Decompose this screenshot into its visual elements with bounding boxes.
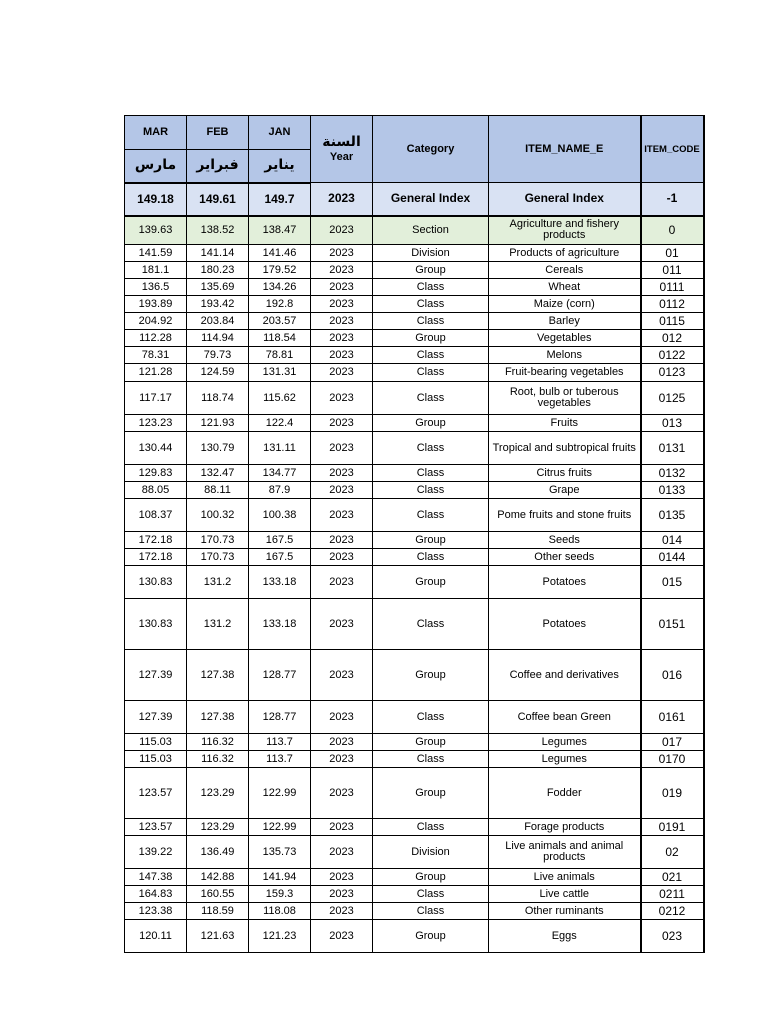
mar-cell: 123.38: [125, 903, 187, 920]
jan-cell: 134.77: [249, 465, 311, 482]
item-name-cell: Melons: [489, 347, 641, 364]
jan-cell: 100.38: [249, 499, 311, 532]
year-cell: 2023: [311, 262, 373, 279]
year-cell: 2023: [311, 701, 373, 734]
item-code-cell: 02: [641, 836, 704, 869]
feb-cell: 118.59: [187, 903, 249, 920]
table-row: [125, 499, 704, 532]
item-code-cell: 0144: [641, 549, 704, 566]
header-feb-en: FEB: [187, 116, 249, 150]
table-row: [125, 382, 704, 415]
category-cell: Class: [373, 819, 489, 836]
table-row: [125, 768, 704, 819]
table-row: [125, 465, 704, 482]
item-code-cell: 0132: [641, 465, 704, 482]
jan-cell: 159.3: [249, 886, 311, 903]
mar-cell: 123.57: [125, 819, 187, 836]
mar-cell: 78.31: [125, 347, 187, 364]
jan-cell: 149.7: [249, 183, 311, 216]
mar-cell: 139.22: [125, 836, 187, 869]
table-row: [125, 819, 704, 836]
item-name-cell: Coffee bean Green: [489, 701, 641, 734]
mar-cell: 115.03: [125, 734, 187, 751]
year-cell: 2023: [311, 499, 373, 532]
item-name-cell: Cereals: [489, 262, 641, 279]
table-row: [125, 313, 704, 330]
mar-cell: 112.28: [125, 330, 187, 347]
category-cell: Class: [373, 347, 489, 364]
item-code-cell: 0161: [641, 701, 704, 734]
category-cell: Class: [373, 751, 489, 768]
feb-cell: 170.73: [187, 549, 249, 566]
year-cell: 2023: [311, 347, 373, 364]
year-cell: 2023: [311, 296, 373, 313]
table-row: [125, 364, 704, 382]
feb-cell: 170.73: [187, 532, 249, 549]
feb-cell: 124.59: [187, 364, 249, 382]
item-code-cell: 0131: [641, 432, 704, 465]
item-name-cell: General Index: [489, 183, 641, 216]
jan-cell: 122.99: [249, 768, 311, 819]
table-row: [125, 330, 704, 347]
item-name-cell: Other seeds: [489, 549, 641, 566]
feb-cell: 193.42: [187, 296, 249, 313]
year-cell: 2023: [311, 599, 373, 650]
jan-cell: 167.5: [249, 549, 311, 566]
table-row: [125, 903, 704, 920]
feb-cell: 203.84: [187, 313, 249, 330]
feb-cell: 127.38: [187, 701, 249, 734]
jan-cell: 134.26: [249, 279, 311, 296]
jan-cell: 141.46: [249, 245, 311, 262]
header-year: [311, 116, 373, 183]
year-cell: 2023: [311, 920, 373, 953]
item-code-cell: 01: [641, 245, 704, 262]
item-code-cell: 016: [641, 650, 704, 701]
header-year-ar: السنة: [322, 133, 361, 150]
item-name-cell: Pome fruits and stone fruits: [489, 499, 641, 532]
price-index-table: [124, 115, 705, 953]
table-row: [125, 869, 704, 886]
feb-cell: 123.29: [187, 768, 249, 819]
item-name-cell: Fodder: [489, 768, 641, 819]
item-code-cell: 0125: [641, 382, 704, 415]
feb-cell: 127.38: [187, 650, 249, 701]
item-name-cell: Citrus fruits: [489, 465, 641, 482]
jan-cell: 113.7: [249, 734, 311, 751]
mar-cell: 136.5: [125, 279, 187, 296]
jan-cell: 179.52: [249, 262, 311, 279]
category-cell: Class: [373, 432, 489, 465]
feb-cell: 130.79: [187, 432, 249, 465]
feb-cell: 88.11: [187, 482, 249, 499]
year-cell: 2023: [311, 313, 373, 330]
feb-cell: 79.73: [187, 347, 249, 364]
header-category: Category: [373, 116, 489, 183]
feb-cell: 180.23: [187, 262, 249, 279]
item-code-cell: 012: [641, 330, 704, 347]
category-cell: Division: [373, 245, 489, 262]
jan-cell: 141.94: [249, 869, 311, 886]
feb-cell: 142.88: [187, 869, 249, 886]
mar-cell: 172.18: [125, 549, 187, 566]
mar-cell: 130.44: [125, 432, 187, 465]
item-name-cell: Live animals and animal products: [489, 836, 641, 869]
category-cell: Group: [373, 330, 489, 347]
category-cell: Group: [373, 650, 489, 701]
item-code-cell: 021: [641, 869, 704, 886]
category-cell: Group: [373, 262, 489, 279]
feb-cell: 149.61: [187, 183, 249, 216]
year-cell: 2023: [311, 836, 373, 869]
feb-cell: 135.69: [187, 279, 249, 296]
year-cell: 2023: [311, 364, 373, 382]
item-code-cell: -1: [641, 183, 704, 216]
year-cell: 2023: [311, 650, 373, 701]
year-cell: 2023: [311, 549, 373, 566]
item-name-cell: Legumes: [489, 751, 641, 768]
table-row: [125, 734, 704, 751]
item-code-cell: 013: [641, 415, 704, 432]
table-row: [125, 566, 704, 599]
table-row: [125, 920, 704, 953]
item-name-cell: Legumes: [489, 734, 641, 751]
year-cell: 2023: [311, 566, 373, 599]
item-code-cell: 017: [641, 734, 704, 751]
item-name-cell: Wheat: [489, 279, 641, 296]
category-cell: Division: [373, 836, 489, 869]
item-code-cell: 0211: [641, 886, 704, 903]
feb-cell: 141.14: [187, 245, 249, 262]
jan-cell: 192.8: [249, 296, 311, 313]
mar-cell: 164.83: [125, 886, 187, 903]
year-cell: 2023: [311, 482, 373, 499]
feb-cell: 123.29: [187, 819, 249, 836]
item-code-cell: 0212: [641, 903, 704, 920]
mar-cell: 129.83: [125, 465, 187, 482]
mar-cell: 193.89: [125, 296, 187, 313]
header-item-code: ITEM_CODE: [641, 116, 704, 183]
mar-cell: 121.28: [125, 364, 187, 382]
jan-cell: 131.11: [249, 432, 311, 465]
item-code-cell: 0111: [641, 279, 704, 296]
jan-cell: 128.77: [249, 650, 311, 701]
item-name-cell: Eggs: [489, 920, 641, 953]
year-cell: 2023: [311, 819, 373, 836]
item-name-cell: Fruit-bearing vegetables: [489, 364, 641, 382]
category-cell: Group: [373, 415, 489, 432]
item-code-cell: 0133: [641, 482, 704, 499]
jan-cell: 138.47: [249, 216, 311, 245]
feb-cell: 121.93: [187, 415, 249, 432]
table-row: [125, 482, 704, 499]
item-name-cell: Seeds: [489, 532, 641, 549]
mar-cell: 141.59: [125, 245, 187, 262]
category-cell: Group: [373, 920, 489, 953]
mar-cell: 127.39: [125, 650, 187, 701]
item-code-cell: 0135: [641, 499, 704, 532]
mar-cell: 130.83: [125, 599, 187, 650]
category-cell: Group: [373, 869, 489, 886]
year-cell: 2023: [311, 279, 373, 296]
item-name-cell: Coffee and derivatives: [489, 650, 641, 701]
jan-cell: 167.5: [249, 532, 311, 549]
item-name-cell: Maize (corn): [489, 296, 641, 313]
feb-cell: 114.94: [187, 330, 249, 347]
table-row: [125, 701, 704, 734]
mar-cell: 130.83: [125, 566, 187, 599]
item-name-cell: Other ruminants: [489, 903, 641, 920]
year-cell: 2023: [311, 415, 373, 432]
mar-cell: 88.05: [125, 482, 187, 499]
category-cell: Class: [373, 296, 489, 313]
category-cell: Group: [373, 566, 489, 599]
item-name-cell: Live cattle: [489, 886, 641, 903]
table-row: [125, 549, 704, 566]
item-code-cell: 011: [641, 262, 704, 279]
mar-cell: 139.63: [125, 216, 187, 245]
year-cell: 2023: [311, 382, 373, 415]
mar-cell: 115.03: [125, 751, 187, 768]
year-cell: 2023: [311, 532, 373, 549]
table-row: [125, 532, 704, 549]
category-cell: Class: [373, 364, 489, 382]
table-row: [125, 296, 704, 313]
item-code-cell: 0122: [641, 347, 704, 364]
feb-cell: 116.32: [187, 734, 249, 751]
feb-cell: 118.74: [187, 382, 249, 415]
item-name-cell: Vegetables: [489, 330, 641, 347]
jan-cell: 78.81: [249, 347, 311, 364]
jan-cell: 118.54: [249, 330, 311, 347]
table-row: [125, 432, 704, 465]
item-name-cell: Potatoes: [489, 599, 641, 650]
year-cell: 2023: [311, 432, 373, 465]
item-code-cell: 0151: [641, 599, 704, 650]
feb-cell: 131.2: [187, 599, 249, 650]
jan-cell: 87.9: [249, 482, 311, 499]
jan-cell: 203.57: [249, 313, 311, 330]
table-row: [125, 836, 704, 869]
category-cell: Class: [373, 886, 489, 903]
jan-cell: 135.73: [249, 836, 311, 869]
header-item-name: ITEM_NAME_E: [489, 116, 641, 183]
table-row: [125, 650, 704, 701]
year-cell: 2023: [311, 216, 373, 245]
table-body: [125, 183, 704, 953]
item-code-cell: 0112: [641, 296, 704, 313]
jan-cell: 131.31: [249, 364, 311, 382]
jan-cell: 122.4: [249, 415, 311, 432]
category-cell: Section: [373, 216, 489, 245]
item-code-cell: 0170: [641, 751, 704, 768]
jan-cell: 118.08: [249, 903, 311, 920]
table-row: [125, 886, 704, 903]
header-jan-ar: يناير: [249, 150, 311, 183]
year-cell: 2023: [311, 330, 373, 347]
category-cell: Class: [373, 701, 489, 734]
jan-cell: 115.62: [249, 382, 311, 415]
header-year-en: Year: [329, 150, 354, 163]
feb-cell: 116.32: [187, 751, 249, 768]
mar-cell: 172.18: [125, 532, 187, 549]
category-cell: Class: [373, 499, 489, 532]
item-code-cell: 0191: [641, 819, 704, 836]
table-row: [125, 599, 704, 650]
header-mar-en: MAR: [125, 116, 187, 150]
feb-cell: 100.32: [187, 499, 249, 532]
year-cell: 2023: [311, 751, 373, 768]
category-cell: Class: [373, 599, 489, 650]
item-code-cell: 0123: [641, 364, 704, 382]
feb-cell: 131.2: [187, 566, 249, 599]
year-cell: 2023: [311, 886, 373, 903]
year-cell: 2023: [311, 734, 373, 751]
jan-cell: 113.7: [249, 751, 311, 768]
item-name-cell: Live animals: [489, 869, 641, 886]
category-cell: Class: [373, 465, 489, 482]
category-cell: Class: [373, 903, 489, 920]
category-cell: Class: [373, 382, 489, 415]
year-cell: 2023: [311, 465, 373, 482]
item-name-cell: Products of agriculture: [489, 245, 641, 262]
year-cell: 2023: [311, 768, 373, 819]
mar-cell: 123.23: [125, 415, 187, 432]
category-cell: Class: [373, 313, 489, 330]
item-code-cell: 014: [641, 532, 704, 549]
jan-cell: 133.18: [249, 599, 311, 650]
item-code-cell: 0: [641, 216, 704, 245]
feb-cell: 138.52: [187, 216, 249, 245]
header-feb-ar: فبراير: [187, 150, 249, 183]
mar-cell: 120.11: [125, 920, 187, 953]
year-cell: 2023: [311, 869, 373, 886]
item-name-cell: Tropical and subtropical fruits: [489, 432, 641, 465]
item-name-cell: Agriculture and fishery products: [489, 216, 641, 245]
year-cell: 2023: [311, 903, 373, 920]
mar-cell: 181.1: [125, 262, 187, 279]
mar-cell: 127.39: [125, 701, 187, 734]
feb-cell: 160.55: [187, 886, 249, 903]
jan-cell: 128.77: [249, 701, 311, 734]
item-name-cell: Forage products: [489, 819, 641, 836]
mar-cell: 108.37: [125, 499, 187, 532]
jan-cell: 122.99: [249, 819, 311, 836]
mar-cell: 123.57: [125, 768, 187, 819]
table-row: [125, 216, 704, 245]
item-code-cell: 023: [641, 920, 704, 953]
category-cell: General Index: [373, 183, 489, 216]
feb-cell: 121.63: [187, 920, 249, 953]
mar-cell: 147.38: [125, 869, 187, 886]
item-name-cell: Grape: [489, 482, 641, 499]
year-cell: 2023: [311, 245, 373, 262]
item-name-cell: Potatoes: [489, 566, 641, 599]
item-name-cell: Fruits: [489, 415, 641, 432]
jan-cell: 121.23: [249, 920, 311, 953]
jan-cell: 133.18: [249, 566, 311, 599]
table-row: [125, 279, 704, 296]
category-cell: Class: [373, 549, 489, 566]
table-row: [125, 415, 704, 432]
item-code-cell: 0115: [641, 313, 704, 330]
header-jan-en: JAN: [249, 116, 311, 150]
table-row: [125, 262, 704, 279]
category-cell: Class: [373, 279, 489, 296]
table-row: [125, 347, 704, 364]
category-cell: Group: [373, 734, 489, 751]
mar-cell: 117.17: [125, 382, 187, 415]
mar-cell: 149.18: [125, 183, 187, 216]
item-name-cell: Root, bulb or tuberous vegetables: [489, 382, 641, 415]
feb-cell: 132.47: [187, 465, 249, 482]
item-code-cell: 019: [641, 768, 704, 819]
category-cell: Group: [373, 532, 489, 549]
category-cell: Class: [373, 482, 489, 499]
item-name-cell: Barley: [489, 313, 641, 330]
table-row: [125, 245, 704, 262]
feb-cell: 136.49: [187, 836, 249, 869]
table-row: [125, 751, 704, 768]
year-cell: 2023: [311, 183, 373, 216]
item-code-cell: 015: [641, 566, 704, 599]
mar-cell: 204.92: [125, 313, 187, 330]
category-cell: Group: [373, 768, 489, 819]
header-mar-ar: مارس: [125, 150, 187, 183]
table-row: [125, 183, 704, 216]
